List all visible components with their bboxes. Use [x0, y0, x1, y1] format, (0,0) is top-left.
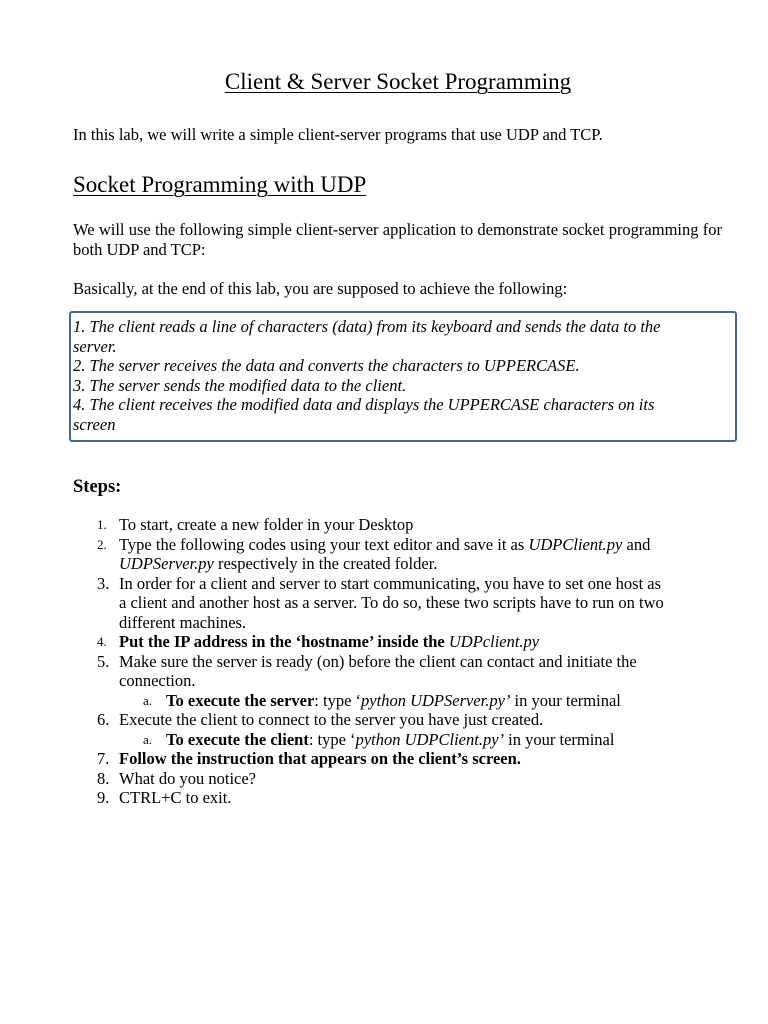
step-text: What do you notice?: [119, 768, 256, 788]
objective-line: server.: [73, 336, 117, 356]
step-number: 8.: [97, 768, 110, 788]
list-item-continuation: [0, 613, 768, 633]
objective-line: 1. The client reads a line of characters (data) from its keyboard and sends the data to the: [73, 317, 661, 336]
step-number: 7.: [97, 749, 110, 768]
list-item: [0, 515, 768, 535]
intro-paragraph: In this lab, we will write a simple client-server programs that use UDP and TCP.: [73, 125, 603, 144]
step-text: Put the IP address in the ‘hostname’ inside the UDPclient.py: [119, 632, 540, 651]
step-text: CTRL+C to exit.: [119, 788, 232, 807]
step-number: 1.: [97, 517, 107, 532]
list-item-continuation: [0, 593, 768, 613]
step-number: 6.: [97, 710, 110, 729]
sub-list-item: [0, 691, 768, 711]
step-number: 2.: [97, 536, 107, 552]
objective-line: screen: [73, 414, 116, 434]
list-item: [0, 769, 768, 789]
step-text: To execute the server: type ‘python UDPServer.py’ in your terminal: [166, 690, 621, 710]
step-text: UDPServer.py respectively in the created folder.: [119, 554, 438, 573]
list-item: [0, 710, 768, 730]
step-number: 9.: [97, 788, 110, 807]
objective-line: 2. The server receives the data and converts the characters to UPPERCASE.: [73, 356, 580, 376]
list-item: [0, 652, 768, 672]
step-number: 4.: [97, 634, 107, 649]
list-item-continuation: [0, 671, 768, 691]
step-text: Follow the instruction that appears on the client’s screen.: [119, 749, 521, 768]
step-text: different machines.: [119, 612, 247, 632]
step-number: 3.: [97, 573, 110, 593]
document-title: Client & Server Socket Programming: [224, 69, 572, 94]
sub-list-item: [0, 730, 768, 750]
list-item: [0, 574, 768, 594]
list-item: [0, 535, 768, 555]
objective-line: 4. The client receives the modified data and displays the UPPERCASE characters on its: [73, 395, 655, 415]
step-letter: a.: [143, 692, 153, 708]
list-item-continuation: [0, 554, 768, 574]
step-text: In order for a client and server to start communicating, you have to set one host as: [119, 573, 662, 593]
step-number: 5.: [97, 651, 110, 671]
objective-line: 3. The server sends the modified data to the client.: [73, 375, 407, 395]
step-text: a client and another host as a server. To do so, these two scripts have to run on two: [119, 593, 664, 612]
step-text: To execute the client: type ‘python UDPClient.py’ in your terminal: [166, 729, 615, 749]
description-paragraph: We will use the following simple client-server application to demonstrate socket programming for both UDP and TCP:: [73, 220, 722, 259]
step-text: Make sure the server is ready (on) before the client can contact and initiate the: [119, 651, 637, 671]
objectives-intro: Basically, at the end of this lab, you are supposed to achieve the following:: [73, 279, 568, 298]
list-item: [0, 749, 768, 769]
step-text: connection.: [119, 671, 196, 690]
step-letter: a.: [143, 731, 153, 747]
list-item: [0, 788, 768, 808]
steps-heading: Steps:: [73, 477, 122, 497]
section-heading: Socket Programming with UDP: [73, 172, 367, 197]
step-text: To start, create a new folder in your Desktop: [119, 515, 414, 534]
steps-list: [0, 515, 768, 808]
objectives-box: [69, 311, 737, 442]
step-text: Type the following codes using your text editor and save it as UDPClient.py and: [119, 534, 651, 554]
list-item: [0, 632, 768, 652]
step-text: Execute the client to connect to the server you have just created.: [119, 710, 544, 729]
